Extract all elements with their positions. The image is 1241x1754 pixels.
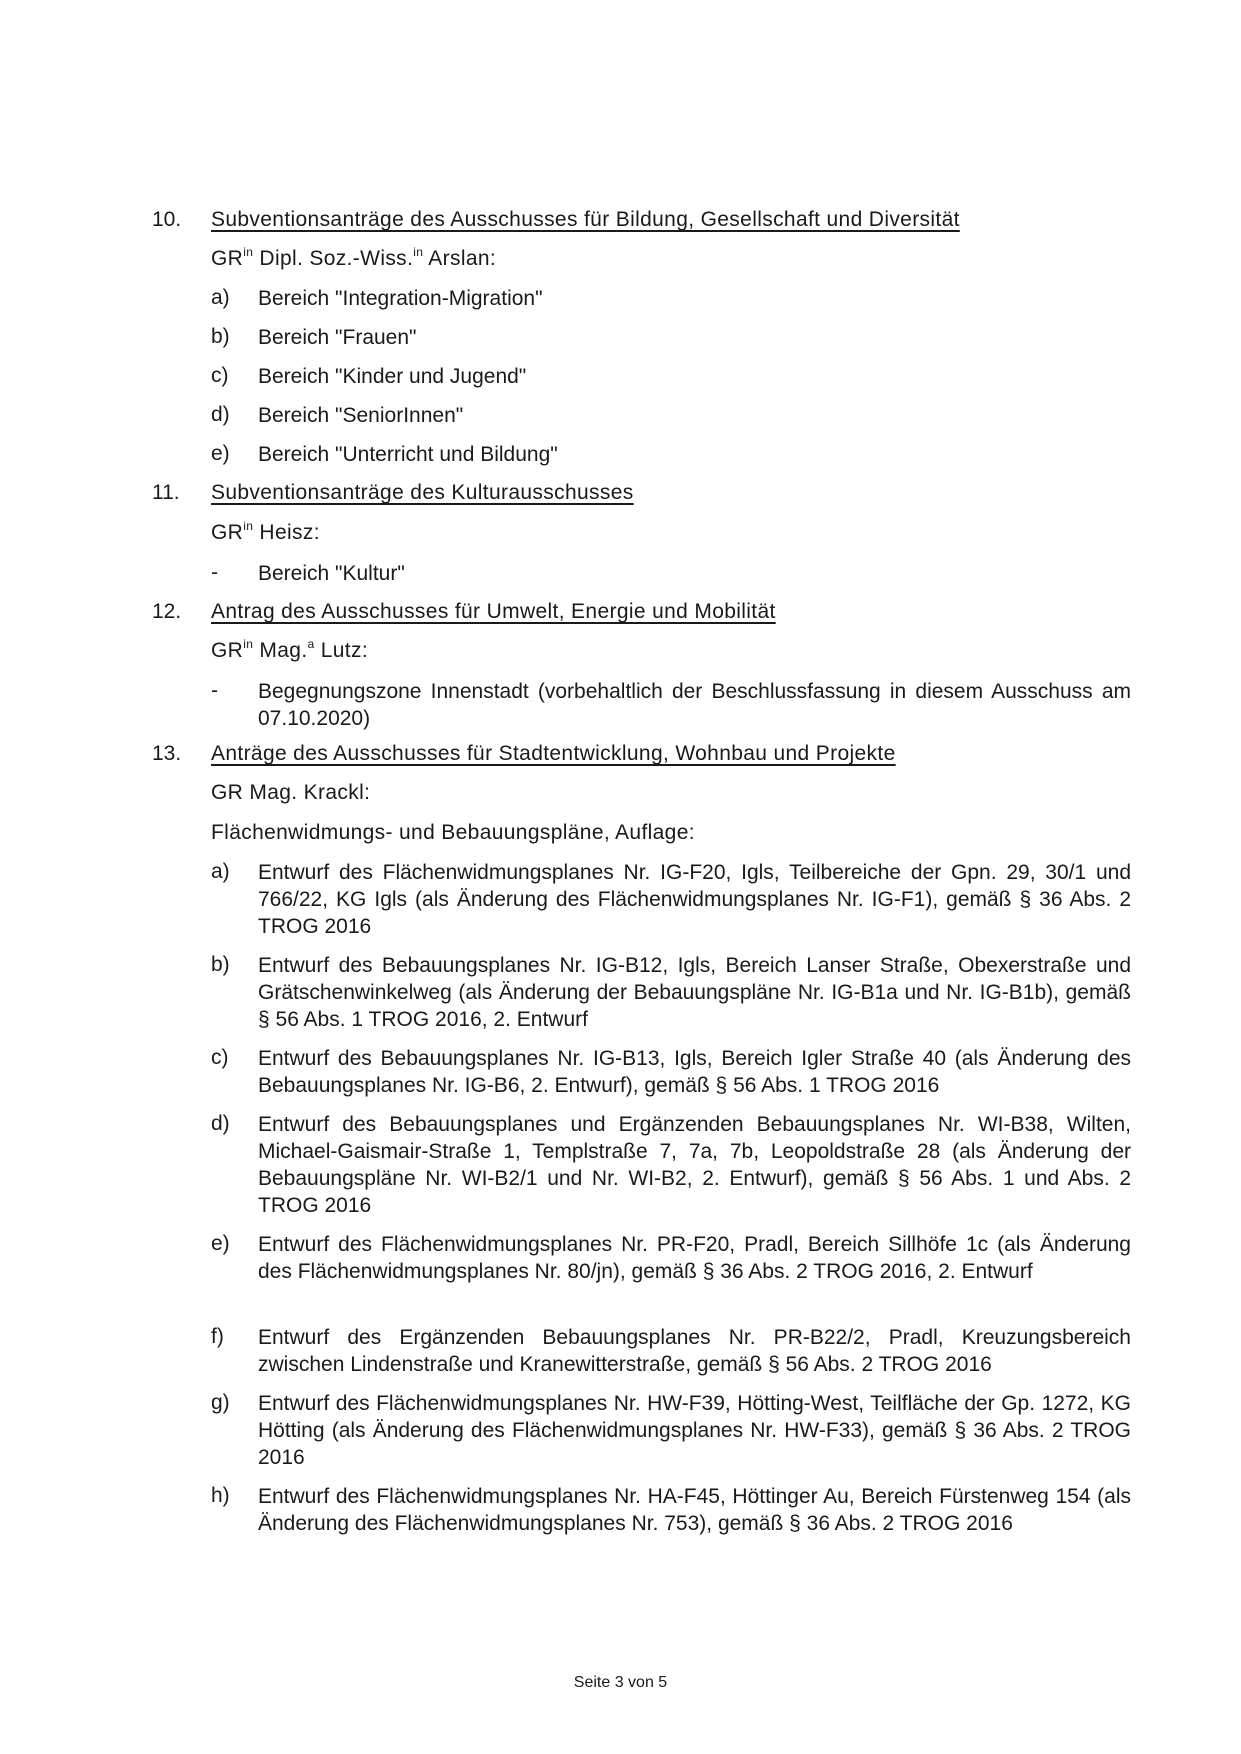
item-number: 11.	[152, 481, 180, 504]
section-intro: Flächenwidmungs- und Bebauungspläne, Auflage:	[211, 821, 695, 844]
item-number: 12.	[152, 600, 182, 623]
item-number: 13.	[152, 742, 182, 765]
item-heading: Subventionsanträge des Ausschusses für Bildung, Gesellschaft und Diversität	[211, 208, 960, 231]
document-page: 10. Subventionsanträge des Ausschusses für Bildung, Gesellschaft und Diversität $GR^{in}$ Dipl. Soz.-Wiss.$^{in}$ Arslan: a) Bereich "Integration-Migration" b) Bereich "Frauen" c) Bereich "Kinder und Jugend" d) Bereich "SeniorInnen" e) Bereich "Unterricht und Bildung" 11. Subventionsanträge des Kulturausschusses $GR^{in}$ Heisz: - Bereich "Kultur" 12. Antrag des Ausschusses für Umwelt, Energie und Mobilität $GR^{in}$ Mag.$^a$ Lutz: - Begegnungszone Innenstadt (vorbehaltlich der Beschlussfassung in diesem Ausschuss am 07.10.2020) 13. Anträge des Ausschusses für Stadtentwicklung, Wohnbau und Projekte GR Mag. Krackl: Flächenwidmungs- und Bebauungspläne, Auflage: a) Entwurf des Flächenwidmungsplanes Nr. IG-F20, Igls, Teilbereiche der Gpn. 29, 30/1 und 766/22, KG Igls (als Änderung des Flächenwidmungsplanes Nr. IG-F1), gemäß § 36 Abs. 2 TROG 2016 b) Entwurf des Bebauungsplanes Nr. IG-B12, Igls, Bereich Lanser Straße, Obexerstraße und Grätschenwinkelweg (als Änderung der Bebauungspläne Nr. IG-B1a und Nr. IG-B1b), gemäß § 56 Abs. 1 TROG 2016, 2. Entwurf c) Entwurf des Bebauungsplanes Nr. IG-B13, Igls, Bereich Igler Straße 40 (als Änderung des Bebauungsplanes Nr. IG-B6, 2. Entwurf), gemäß § 56 Abs. 1 TROG 2016 d) Entwurf des Bebauungsplanes und Ergänzenden Bebauungsplanes Nr. WI-B38, Wilten, Michael-Gaismair-Straße 1, Templstraße 7, 7a, 7b, Leopoldstraße 28 (als Änderung der Bebauungspläne Nr. WI-B2/1 und Nr. WI-B2, 2. Entwurf), gemäß § 56 Abs. 1 und Abs. 2 TROG 2016 e) Entwurf des Flächenwidmungsplanes Nr. PR-F20, Pradl, Bereich Sillhöfe 1c (als Änderung des Flächenwidmungsplanes Nr. 80/jn), gemäß § 36 Abs. 2 TROG 2016, 2. Entwurf f) Entwurf des Ergänzenden Bebauungsplanes Nr. PR-B22/2, Pradl, Kreuzungsbereich zwischen Lindenstraße und Kranewitterstraße, gemäß § 56 Abs. 2 TROG 2016 g) Entwurf des Flächenwidmungsplanes Nr. HW-F39, Hötting-West, Teilfläche der Gp. 1272, KG Hötting (als Änderung des Flächenwidmungsplanes Nr. HW-F33), gemäß § 36 Abs. 2 TROG 2016 h) Entwurf des Flächenwidmungsplanes Nr. HA-F45, Höttinger Au, Bereich Fürstenweg 154 (als Änderung des Flächenwidmungsplanes Nr. 753), gemäß § 36 Abs. 2 TROG 2016 Seite 3 von 5	[0, 0, 1241, 1754]
page-footer: Seite 3 von 5	[573, 1674, 668, 1691]
item-heading: Antrag des Ausschusses für Umwelt, Energie und Mobilität	[211, 600, 776, 623]
item-number: 10.	[152, 208, 182, 231]
speaker: $GR^{in}$ Mag.$^a$ Lutz:	[211, 637, 369, 662]
speaker: $GR^{in}$ Dipl. Soz.-Wiss.$^{in}$ Arslan:	[211, 245, 497, 270]
item-heading: Subventionsanträge des Kulturausschusses	[211, 481, 634, 504]
speaker: GR Mag. Krackl:	[211, 781, 371, 804]
item-heading: Anträge des Ausschusses für Stadtentwicklung, Wohnbau und Projekte	[211, 742, 896, 765]
speaker: $GR^{in}$ Heisz:	[211, 519, 320, 544]
